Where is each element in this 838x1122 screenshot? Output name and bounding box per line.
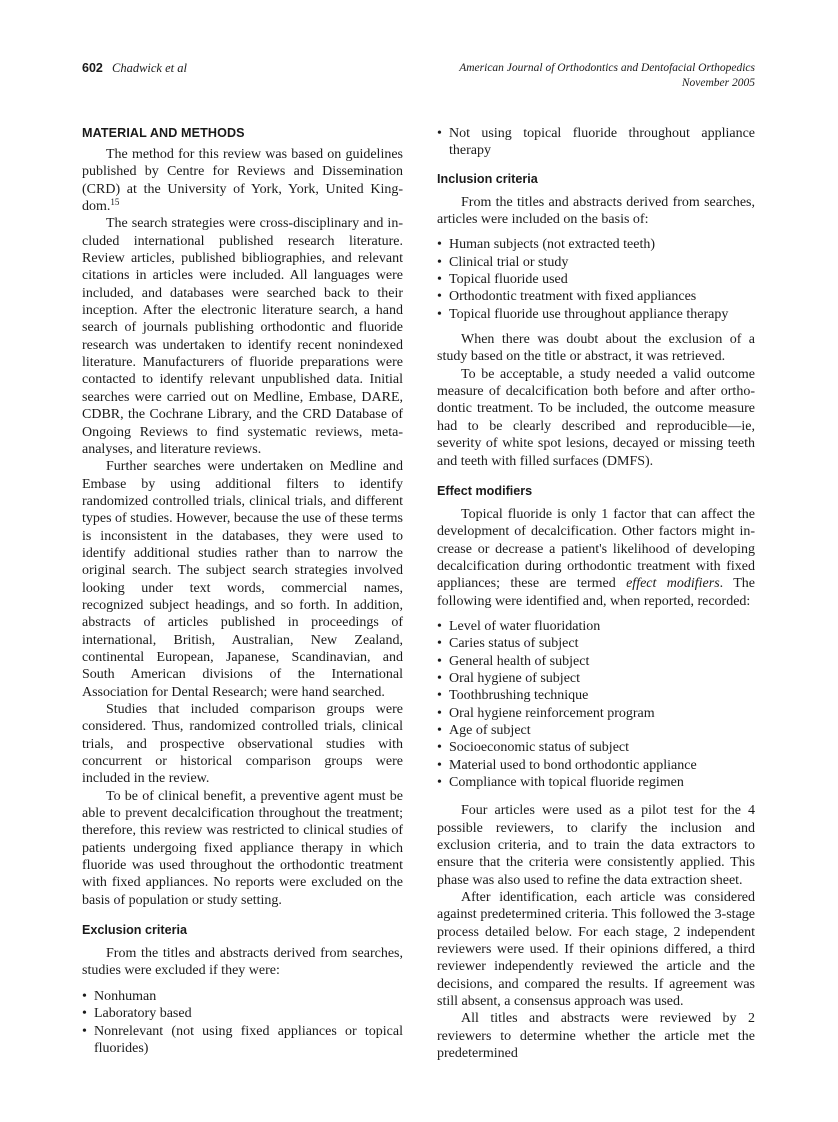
bullet-icon: • <box>437 126 442 141</box>
list-item: • Oral hygiene of subject <box>437 670 581 686</box>
list-item: • Caries status of subject <box>437 636 579 652</box>
emphasized-term: effect modifiers <box>626 576 720 592</box>
bullet-icon: • <box>437 757 442 773</box>
bullet-icon: • <box>437 306 442 322</box>
list-item: • Clinical trial or study <box>437 254 569 270</box>
paragraph: The method for this review was based on guidelines published by Centre for Reviews and Dissemination (CRD) at the University of York, York, United Kingdom.$^{15}$ <box>82 147 403 215</box>
list-item: • Human subjects (not extracted teeth) <box>437 237 656 253</box>
bullet-icon: • <box>437 740 442 756</box>
bullet-icon: • <box>437 775 442 790</box>
list-item: • Material used to bond orthodontic appliance <box>437 757 697 773</box>
subheading-effect-modifiers: Effect modifiers <box>437 483 533 498</box>
list-item: • Oral hygiene reinforcement program <box>437 705 655 721</box>
exclusion-list <box>82 988 403 1057</box>
bullet-icon: • <box>437 254 442 270</box>
bullet-icon: • <box>437 289 442 305</box>
paragraph: To be acceptable, a study needed a valid outcome measure of decalcification both before and after orthodontic treatment. To be included, the outcome measure had to be clearly described and reproducible—ie, severity of white spot lesions, decayed or missing teeth and teeth with filled surfaces (DMFS). <box>437 366 755 469</box>
bullet-icon: • <box>437 653 442 669</box>
bullet-icon: • <box>437 272 442 288</box>
subheading-inclusion-criteria: Inclusion criteria <box>437 171 538 186</box>
paragraph: From the titles and abstracts derived from searches, studies were excluded if they were: <box>82 946 403 979</box>
list-item: • General health of subject <box>437 653 590 669</box>
running-head <box>82 61 755 95</box>
paragraph: Further searches were undertaken on Medline and Embase by using additional filters to identify randomized controlled trials, clinical trials, and different types of studies. However, because the use of these terms is inconsistent in the databases, they were used to identify additional studies rather than to narrow the original search. The subject search strategies involved looking under text words, commercial names, recognized subject headings, and so forth. In addition, abstracts of articles published in proceedings of international, British, Australian, New Zealand, continental European, Japanese, Scandinavian, and South American divisions of the International Association for Dental Research; were hand searched. <box>82 459 403 700</box>
effect-modifiers-list <box>437 618 755 791</box>
list-item: • Toothbrushing technique <box>437 688 589 704</box>
list-item: • Level of water fluoridation <box>437 618 601 634</box>
bullet-icon: • <box>82 988 87 1004</box>
list-item: • Orthodontic treatment with fixed appliances <box>437 289 697 305</box>
bullet-icon: • <box>437 688 442 704</box>
paragraph: When there was doubt about the exclusion of a study based on the title or abstract, it was retrieved. <box>437 332 755 365</box>
right-column <box>437 125 755 1063</box>
page-number: 602 <box>82 61 103 75</box>
list-item: • Topical fluoride use throughout appliance therapy <box>437 306 729 322</box>
journal-title: American Journal of Orthodontics and Dentofacial Orthopedics <box>459 62 755 74</box>
list-item: • Laboratory based <box>82 1006 192 1022</box>
paragraph: To be of clinical benefit, a preventive agent must be able to prevent decalcification throughout the treatment; therefore, this review was restricted to clinical studies of patients undergoing fixed appliance therapy in which fluoride was used throughout the orthodontic treatment with fixed appliances. No reports were excluded on the basis of population or study setting. <box>82 788 403 908</box>
running-head-left <box>82 61 187 76</box>
paragraph: Topical fluoride is only 1 factor that can affect the development of decalcification. Other factors might increase or decrease a patient's likelihood of developing decalcification during orthodontic treatment with fixed appliances; these are termed effect modifiers. The following were identified and, when reported, recorded: <box>437 506 755 609</box>
paragraph: Four articles were used as a pilot test for the 4 possible reviewers, to clarify the inclusion and exclusion criteria, and to train the data extractors to ensure that the criteria were consistently applied. This phase was also used to refine the data extraction sheet. <box>437 803 755 888</box>
citation-superscript: 15 <box>110 197 120 208</box>
paragraph: From the titles and abstracts derived from searches, articles were included on the basis of: <box>437 194 755 228</box>
exclusion-list-continued <box>437 125 755 160</box>
inclusion-list <box>437 236 755 323</box>
list-item: • Age of subject <box>437 722 531 738</box>
paragraph: Studies that included comparison groups were considered. Thus, randomized controlled trials, clinical trials, and prospective observational studies with concurrent or historical comparison groups were included in the review. <box>82 702 403 787</box>
left-column <box>82 125 403 1057</box>
bullet-icon: • <box>82 1023 87 1039</box>
section-heading-methods: MATERIAL AND METHODS <box>82 126 245 140</box>
list-item: • Nonhuman <box>82 988 157 1004</box>
bullet-icon: • <box>437 722 442 738</box>
bullet-icon: • <box>437 670 442 686</box>
paragraph: The search strategies were cross-disciplinary and included international published research literature. Review articles, published bibliographies, and relevant citations in articles were included. All languages were included, and databases were searched back to their inception. After the electronic literature search, a hand search of journals publishing orthodontic and fluoride research was undertaken to identify recent nonindexed literature. Manufacturers of fluoride preparations were contacted to identify relevant unpublished data. Initial searches were carried out on Medline, Embase, DARE, CDBR, the Cochrane Library, and the CRD Database of Ongoing Reviews to find systematic reviews, meta-analyses, and literature reviews. <box>82 216 403 457</box>
bullet-icon: • <box>437 237 442 253</box>
paragraph: All titles and abstracts were reviewed by 2 reviewers to determine whether the article met the predetermined <box>437 1011 755 1062</box>
paragraph: After identification, each article was considered against predetermined criteria. This followed the 3-stage process detailed below. For each stage, 2 independent reviewers were used. If their opinions differed, a third reviewer independently reviewed the article and the decisions, and compared the results. If agreement was still absent, a consensus approach was used. <box>437 890 755 1010</box>
running-head-authors: Chadwick et al <box>111 61 187 75</box>
list-item: • Nonrelevant (not using fixed appliances or topical fluorides) <box>82 1023 403 1056</box>
bullet-icon: • <box>437 618 442 634</box>
issue-date: November 2005 <box>681 77 755 89</box>
running-head-right <box>459 61 755 91</box>
list-item: • Topical fluoride used <box>437 272 568 288</box>
list-item: • Not using topical fluoride throughout appliance therapy <box>437 126 755 159</box>
bullet-icon: • <box>82 1006 87 1022</box>
bullet-icon: • <box>437 636 442 652</box>
subheading-exclusion-criteria: Exclusion criteria <box>82 923 187 938</box>
list-item: • Compliance with topical fluoride regimen <box>437 775 684 790</box>
list-item: • Socioeconomic status of subject <box>437 740 630 756</box>
bullet-icon: • <box>437 705 442 721</box>
